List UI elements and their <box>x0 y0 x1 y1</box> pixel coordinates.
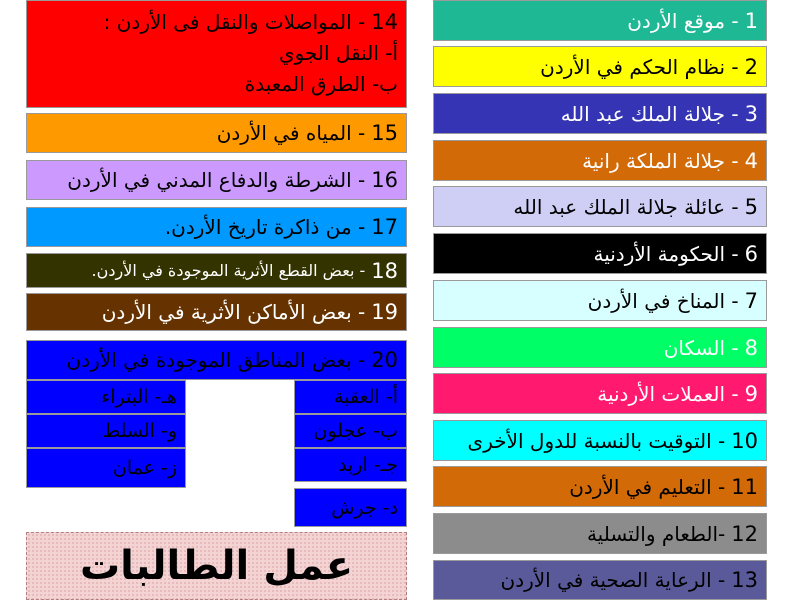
menu-item-8[interactable] <box>433 327 767 368</box>
menu-item-number: 8 <box>744 335 758 360</box>
menu-item-label: - التعليم في الأردن <box>569 474 726 499</box>
item-14-label: - المواصلات والنقل فى الأردن : <box>103 10 366 34</box>
item-20-label: - بعض المناطق الموجودة في الأردن <box>66 348 366 372</box>
menu-item-15[interactable] <box>26 113 407 153</box>
menu-item-label: - موقع الأردن <box>627 8 739 33</box>
menu-item-label: - نظام الحكم في الأردن <box>540 54 739 79</box>
item-20-number: 20 <box>371 348 398 372</box>
menu-item-label: - بعض القطع الأثرية الموجودة في الأردن. <box>91 261 366 280</box>
menu-item-number: 18 <box>371 258 398 283</box>
region-item[interactable]: ب- عجلون <box>294 414 407 448</box>
menu-item-12[interactable] <box>433 513 767 554</box>
item-14-title <box>104 7 398 38</box>
menu-item-number: 1 <box>744 8 758 33</box>
menu-item-number: 6 <box>744 241 758 266</box>
menu-item-number: 4 <box>744 148 758 173</box>
menu-item-label: - جلالة الملكة رانية <box>582 148 739 173</box>
item-14-sub-a: أ- النقل الجوي <box>279 41 398 65</box>
menu-item-label: -الطعام والتسلية <box>586 521 726 546</box>
menu-item-18[interactable] <box>26 253 407 288</box>
region-item[interactable]: د- جرش <box>294 488 407 527</box>
menu-item-number: 10 <box>731 428 758 453</box>
footer-label: عمل الطالبات <box>79 543 354 589</box>
menu-item-20-regions[interactable] <box>26 340 407 380</box>
region-item[interactable]: هـ- البتراء <box>26 380 186 414</box>
region-item[interactable]: أ- العقبة <box>294 380 407 414</box>
menu-item-16[interactable] <box>26 160 407 200</box>
menu-item-9[interactable] <box>433 373 767 414</box>
menu-item-number: 7 <box>744 288 758 313</box>
menu-item-label: - عائلة جلالة الملك عبد الله <box>513 194 739 219</box>
menu-item-label: - التوقيت بالنسبة للدول الأخرى <box>467 428 726 453</box>
menu-item-label: - بعض الأماكن الأثرية في الأردن <box>101 300 366 324</box>
item-14-number: 14 <box>371 10 398 34</box>
menu-item-label: - الشرطة والدفاع المدني في الأردن <box>67 168 366 192</box>
menu-item-number: 3 <box>744 101 758 126</box>
menu-item-14-transport[interactable] <box>26 0 407 108</box>
menu-item-number: 15 <box>371 121 398 145</box>
menu-item-5[interactable] <box>433 186 767 227</box>
item-14-sub-b: ب- الطرق المعبدة <box>244 72 398 96</box>
region-item[interactable]: ز- عمان <box>26 448 186 488</box>
menu-item-label: - من ذاكرة تاريخ الأردن. <box>164 215 366 239</box>
menu-item-number: 17 <box>371 215 398 239</box>
menu-item-number: 16 <box>371 168 398 192</box>
menu-item-label: - الرعاية الصحية في الأردن <box>500 568 726 592</box>
students-work-banner <box>26 532 407 600</box>
region-item[interactable]: جـ- اربد <box>294 448 407 482</box>
menu-item-number: 11 <box>731 474 758 499</box>
menu-item-number: 12 <box>731 521 758 546</box>
menu-item-label: - السكان <box>663 335 739 360</box>
region-item[interactable]: و- السلط <box>26 414 186 448</box>
menu-item-6[interactable] <box>433 233 767 274</box>
menu-item-number: 5 <box>744 194 758 219</box>
menu-item-11[interactable] <box>433 466 767 507</box>
menu-item-3[interactable] <box>433 93 767 134</box>
menu-item-17[interactable] <box>26 207 407 247</box>
menu-item-number: 2 <box>744 54 758 79</box>
menu-item-label: - المناخ في الأردن <box>587 288 739 313</box>
menu-item-2[interactable] <box>433 46 767 87</box>
menu-item-label: - العملات الأردنية <box>597 381 739 406</box>
menu-item-1[interactable] <box>433 0 767 41</box>
menu-item-number: 9 <box>744 381 758 406</box>
menu-item-number: 13 <box>731 568 758 592</box>
menu-item-10[interactable] <box>433 420 767 461</box>
menu-item-number: 19 <box>371 300 398 324</box>
menu-item-label: - جلالة الملك عبد الله <box>560 101 739 126</box>
menu-item-19[interactable] <box>26 293 407 331</box>
menu-item-13[interactable] <box>433 560 767 600</box>
menu-item-7[interactable] <box>433 280 767 321</box>
menu-item-label: - المياه في الأردن <box>216 121 366 145</box>
menu-item-label: - الحكومة الأردنية <box>593 241 739 266</box>
menu-item-4[interactable] <box>433 140 767 181</box>
